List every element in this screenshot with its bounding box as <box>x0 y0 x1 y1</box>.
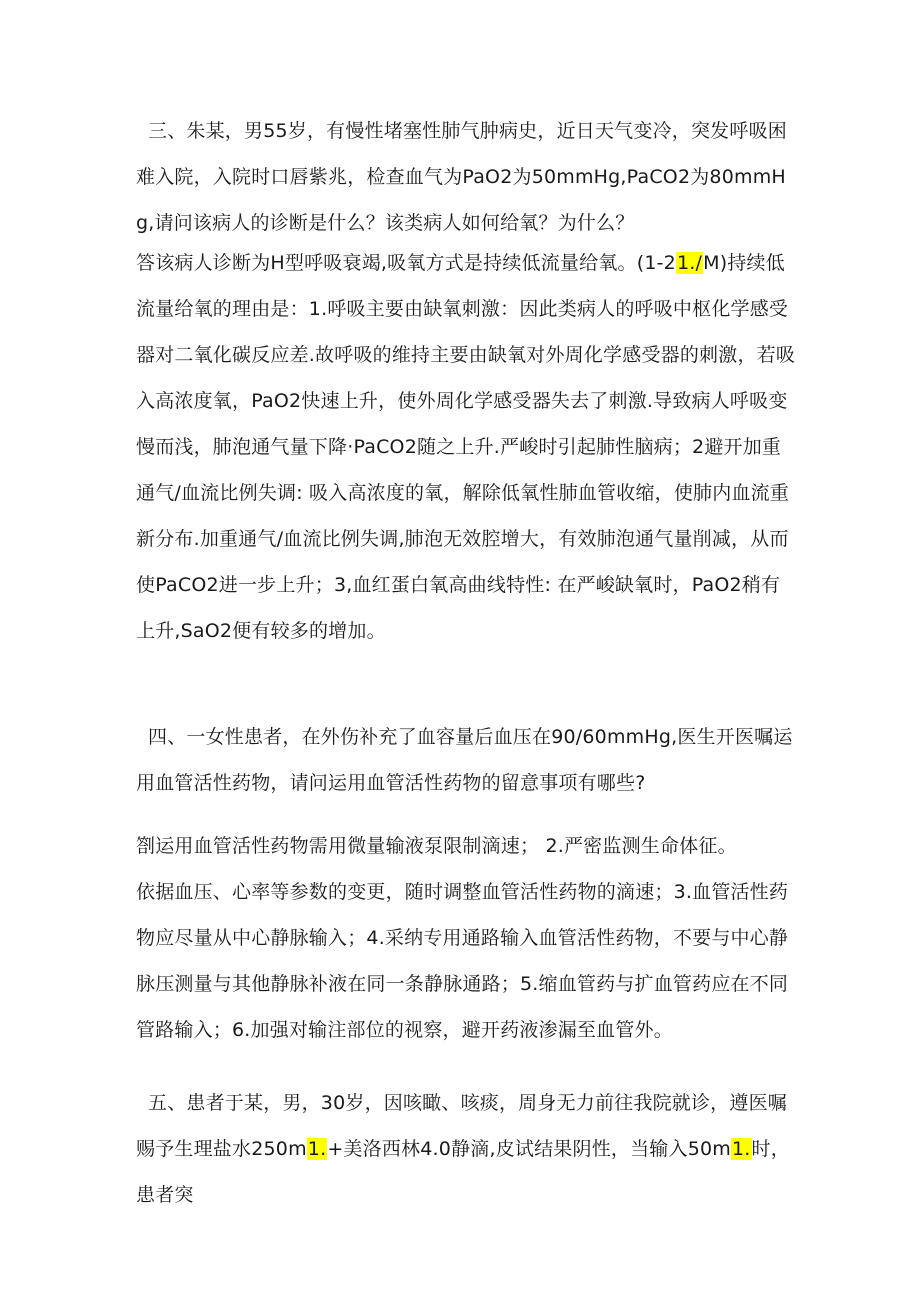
question-4: 四、一女性患者，在外伤补充了血容量后血压在90/60mmHg,医生开医嘱运用血管活性药物，请问运用血管活性药物的留意事项有哪些? <box>136 726 793 794</box>
answer-3 <box>136 240 796 654</box>
question-5 <box>136 1080 796 1218</box>
question-5-text-b: +美洛西林4.0静滴,皮试结果阴性，当输入50m <box>327 1138 731 1160</box>
question-5-text-a: 五、患者于某，男，30岁，因咳瞰、咳痰，周身无力前往我院就诊，遵医嘱赐予生理盐水250m <box>136 1092 787 1160</box>
answer-3-text-a: 答该病人诊断为H型呼吸衰竭,吸氧方式是持续低流量给氧。(1-2 <box>136 252 676 274</box>
highlight-mark: 1./ <box>676 252 703 274</box>
answer-3-text-b: M)持续低流量给氧的理由是：1.呼吸主要由缺氧刺激：因此类病人的呼吸中枢化学感受器对二氧化碳反应差.故呼吸的维持主要由缺氧对外周化学感受器的刺激，若吸入高浓度氧，PaO2快速上升，使外周化学感受器失去了刺激.导致病人呼吸变慢而浅，肺泡通气量下降·PaCO2随之上升.严峻时引起肺性脑病；2避开加重通气/血流比例失调: 吸入高浓度的氧，解除低氧性肺血管收缩，使肺内血流重新分布.加重通气/血流比例失调,肺泡无效腔增大，有效肺泡通气量削减，从而使PaCO2进一步上升；3,血红蛋白氧高曲线特性: 在严峻缺氧时，PaO2稍有上升,SaO2便有较多的增加。 <box>136 252 796 642</box>
question-5-text-c: 时，患者突 <box>136 1138 790 1206</box>
answer-4-line-1: 劄运用血管活性药物需用微量输液泵限制滴速； 2.严密监测生命体征。 <box>136 835 737 857</box>
highlight-mark: 1. <box>307 1138 327 1160</box>
question-3: 三、朱某，男55岁，有慢性堵塞性肺气肿病史，近日天气变冷，突发呼吸困难入院，入院时口唇紫兆，检查血气为PaO2为50mmHg,PaCO2为80mmHg,请问该病人的诊断是什么？该类病人如何给氧？为什么？ <box>136 120 787 234</box>
highlight-mark: 1. <box>731 1138 751 1160</box>
answer-4-body: 依据血压、心率等参数的变更，随时调整血管活性药物的滴速；3.血管活性药物应尽量从中心静脉输入；4.采纳专用通路输入血管活性药物，不要与中心静脉压测量与其他静脉补液在同一条静脉通路；5.缩血管药与扩血管药应在不同管路输入；6.加强对输注部位的视察，避开药液渗漏至血管外。 <box>136 881 789 1041</box>
